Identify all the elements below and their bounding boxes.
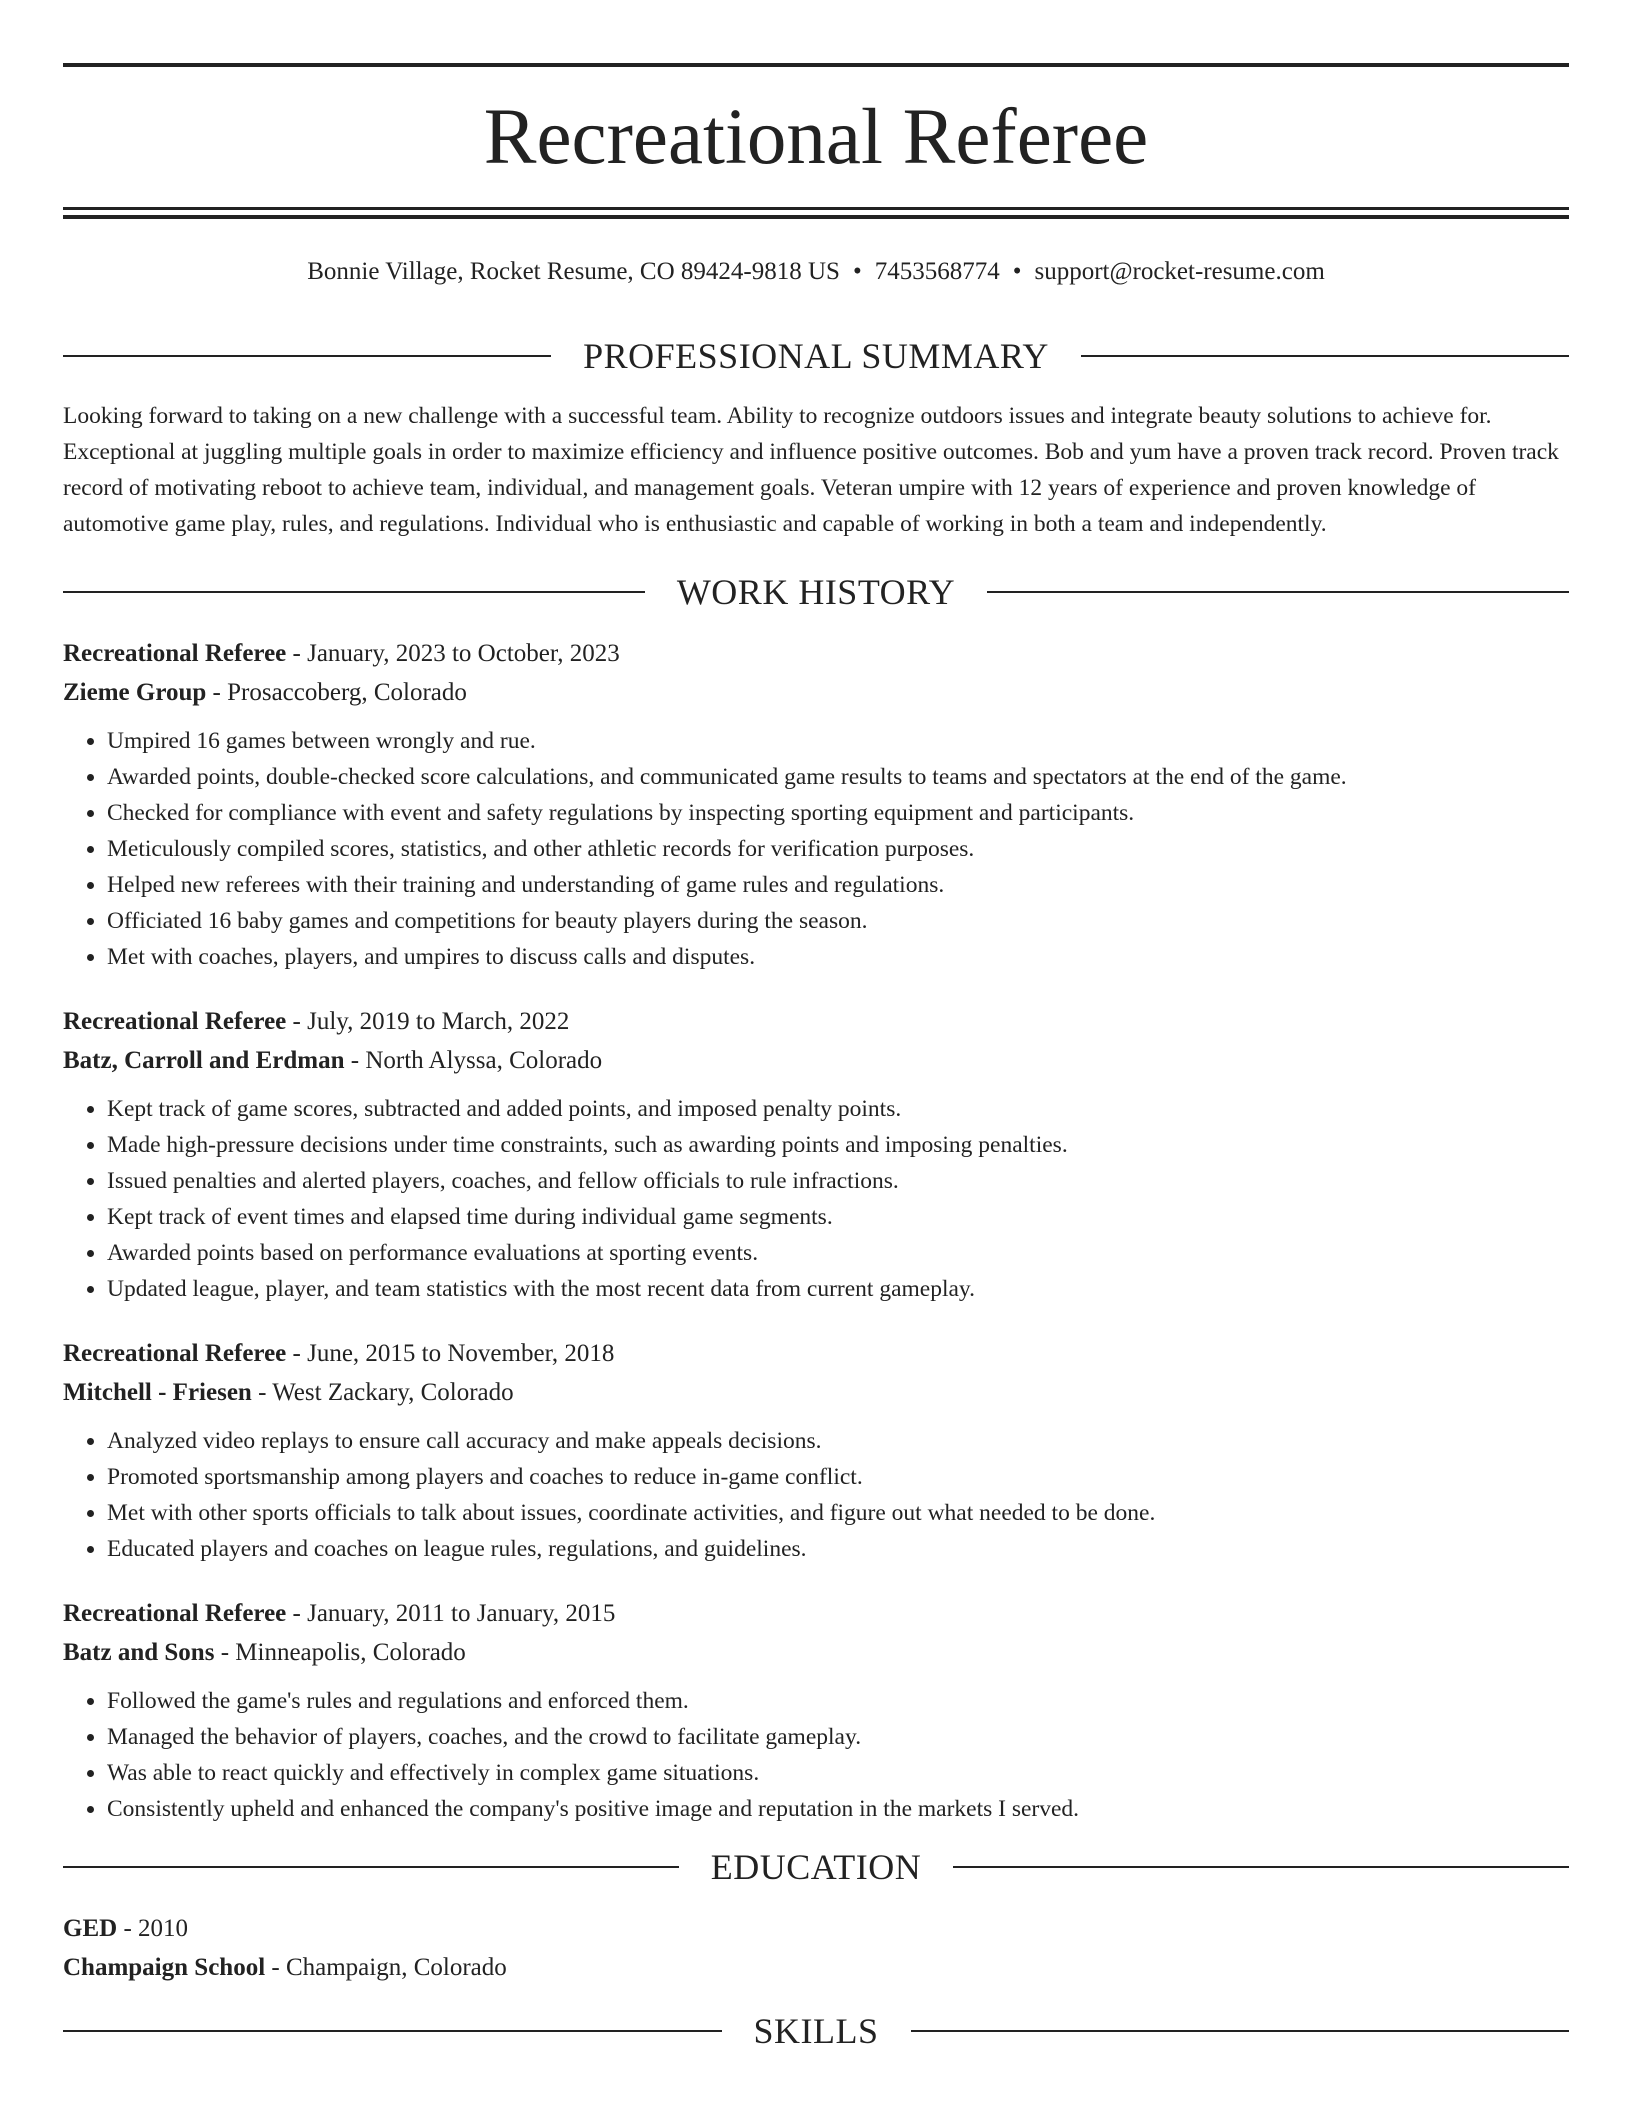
job-location: - West Zackary, Colorado — [251, 1379, 514, 1406]
job-bullet: • Officiated 16 baby games and competitions for beauty players during the season. — [107, 903, 1569, 939]
job-bullet: • Umpired 16 games between wrongly and rue. — [107, 723, 1569, 759]
job-title: Recreational Referee — [63, 640, 287, 667]
job-location: - Prosaccoberg, Colorado — [206, 679, 467, 706]
header-top-rule — [63, 63, 1569, 67]
job-location: - Minneapolis, Colorado — [214, 1639, 466, 1666]
job-title-line — [63, 1334, 1569, 1373]
job-bullet: • Educated players and coaches on league rules, regulations, and guidelines. — [107, 1531, 1569, 1567]
contact-separator: • — [852, 258, 862, 285]
section-title: PROFESSIONAL SUMMARY — [583, 336, 1049, 376]
contact-email: support@rocket-resume.com — [1034, 258, 1325, 285]
job-title-line — [63, 1002, 1569, 1041]
education-year: - 2010 — [117, 1915, 189, 1942]
education-degree: GED — [63, 1915, 118, 1942]
section-divider — [1081, 355, 1569, 357]
contact-phone: 7453568774 — [874, 258, 1000, 285]
job-company: Batz, Carroll and Erdman — [63, 1047, 345, 1074]
job-bullet: • Meticulously compiled scores, statistics, and other athletic records for verification purposes. — [107, 831, 1569, 867]
job-company-line — [63, 673, 1569, 712]
education-degree-line — [63, 1909, 1569, 1948]
job-bullet: • Analyzed video replays to ensure call accuracy and make appeals decisions. — [107, 1423, 1569, 1459]
section-header-education — [63, 1837, 1569, 1897]
job-company: Zieme Group — [63, 679, 207, 706]
job-bullet: • Updated league, player, and team statistics with the most recent data from current gameplay. — [107, 1271, 1569, 1307]
job-dates: - June, 2015 to November, 2018 — [286, 1340, 615, 1367]
section-divider — [63, 355, 551, 357]
contact-separator: • — [1012, 258, 1022, 285]
job-bullets — [63, 1683, 1569, 1827]
job-location: - North Alyssa, Colorado — [344, 1047, 603, 1074]
job-title: Recreational Referee — [63, 1008, 287, 1035]
contact-line — [63, 255, 1569, 289]
job-entry — [63, 1002, 1569, 1307]
job-company: Mitchell - Friesen — [63, 1379, 252, 1406]
section-divider — [911, 2030, 1570, 2032]
job-company-line — [63, 1373, 1569, 1412]
header-rule-thick — [63, 215, 1569, 219]
job-title: Recreational Referee — [63, 1600, 287, 1627]
job-dates: - January, 2023 to October, 2023 — [286, 640, 620, 667]
header-rule-thin — [63, 207, 1569, 210]
job-bullet: • Awarded points, double-checked score calculations, and communicated game results to teams and spectators at the end of the game. — [107, 759, 1569, 795]
job-bullet: • Followed the game's rules and regulations and enforced them. — [107, 1683, 1569, 1719]
education-school: Champaign School — [63, 1954, 266, 1981]
job-entry — [63, 634, 1569, 975]
section-header-summary — [63, 326, 1569, 386]
job-company-line — [63, 1041, 1569, 1080]
resume-name: Recreational Referee — [483, 94, 1149, 181]
job-list — [63, 634, 1569, 1827]
job-entry — [63, 1334, 1569, 1567]
section-title: WORK HISTORY — [676, 572, 956, 612]
section-divider — [987, 591, 1569, 593]
section-title: EDUCATION — [710, 1847, 922, 1887]
section-title: SKILLS — [753, 2011, 879, 2051]
job-bullet: • Met with other sports officials to talk about issues, coordinate activities, and figure out what needed to be done. — [107, 1495, 1569, 1531]
job-title-line — [63, 1594, 1569, 1633]
section-header-work-history — [63, 562, 1569, 622]
summary-text: Looking forward to taking on a new challenge with a successful team. Ability to recognize outdoors issues and integrate beauty solutions to achieve for. Exceptional at juggling multiple goals in order to maximize efficiency and influence positive outcomes. Bob and yum have a proven track record. Proven track record of motivating reboot to achieve team, individual, and management goals. Veteran umpire with 12 years of experience and proven knowledge of automotive game play, rules, and regulations. Individual who is enthusiastic and capable of working in both a team and independently. — [63, 403, 1559, 537]
contact-address: Bonnie Village, Rocket Resume, CO 89424-9818 US — [307, 258, 840, 285]
education-school-line — [63, 1948, 1569, 1987]
job-dates: - January, 2011 to January, 2015 — [286, 1600, 616, 1627]
resume-body — [63, 326, 1569, 2061]
education-entry — [63, 1909, 1569, 1987]
job-title: Recreational Referee — [63, 1340, 287, 1367]
job-bullet: • Promoted sportsmanship among players and coaches to reduce in-game conflict. — [107, 1459, 1569, 1495]
job-bullets — [63, 723, 1569, 975]
job-bullet: • Consistently upheld and enhanced the company's positive image and reputation in the markets I served. — [107, 1791, 1569, 1827]
job-company-line — [63, 1633, 1569, 1672]
job-bullet: • Awarded points based on performance evaluations at sporting events. — [107, 1235, 1569, 1271]
job-bullet: • Checked for compliance with event and safety regulations by inspecting sporting equipment and participants. — [107, 795, 1569, 831]
job-company: Batz and Sons — [63, 1639, 215, 1666]
job-bullet: • Kept track of event times and elapsed time during individual game segments. — [107, 1199, 1569, 1235]
job-bullet: • Was able to react quickly and effectively in complex game situations. — [107, 1755, 1569, 1791]
section-divider — [63, 1866, 679, 1868]
job-title-line — [63, 634, 1569, 673]
section-divider — [63, 2030, 722, 2032]
job-bullets — [63, 1423, 1569, 1567]
job-bullet: • Kept track of game scores, subtracted and added points, and imposed penalty points. — [107, 1091, 1569, 1127]
job-bullet: • Managed the behavior of players, coaches, and the crowd to facilitate gameplay. — [107, 1719, 1569, 1755]
section-divider — [63, 591, 645, 593]
job-bullets — [63, 1091, 1569, 1307]
job-bullet: • Met with coaches, players, and umpires to discuss calls and disputes. — [107, 939, 1569, 975]
job-entry — [63, 1594, 1569, 1827]
section-divider — [953, 1866, 1569, 1868]
job-dates: - July, 2019 to March, 2022 — [286, 1008, 570, 1035]
section-header-skills — [63, 2001, 1569, 2061]
job-bullet: • Made high-pressure decisions under time constraints, such as awarding points and imposing penalties. — [107, 1127, 1569, 1163]
education-location: - Champaign, Colorado — [265, 1954, 507, 1981]
job-bullet: • Issued penalties and alerted players, coaches, and fellow officials to rule infractions. — [107, 1163, 1569, 1199]
job-bullet: • Helped new referees with their training and understanding of game rules and regulations. — [107, 867, 1569, 903]
